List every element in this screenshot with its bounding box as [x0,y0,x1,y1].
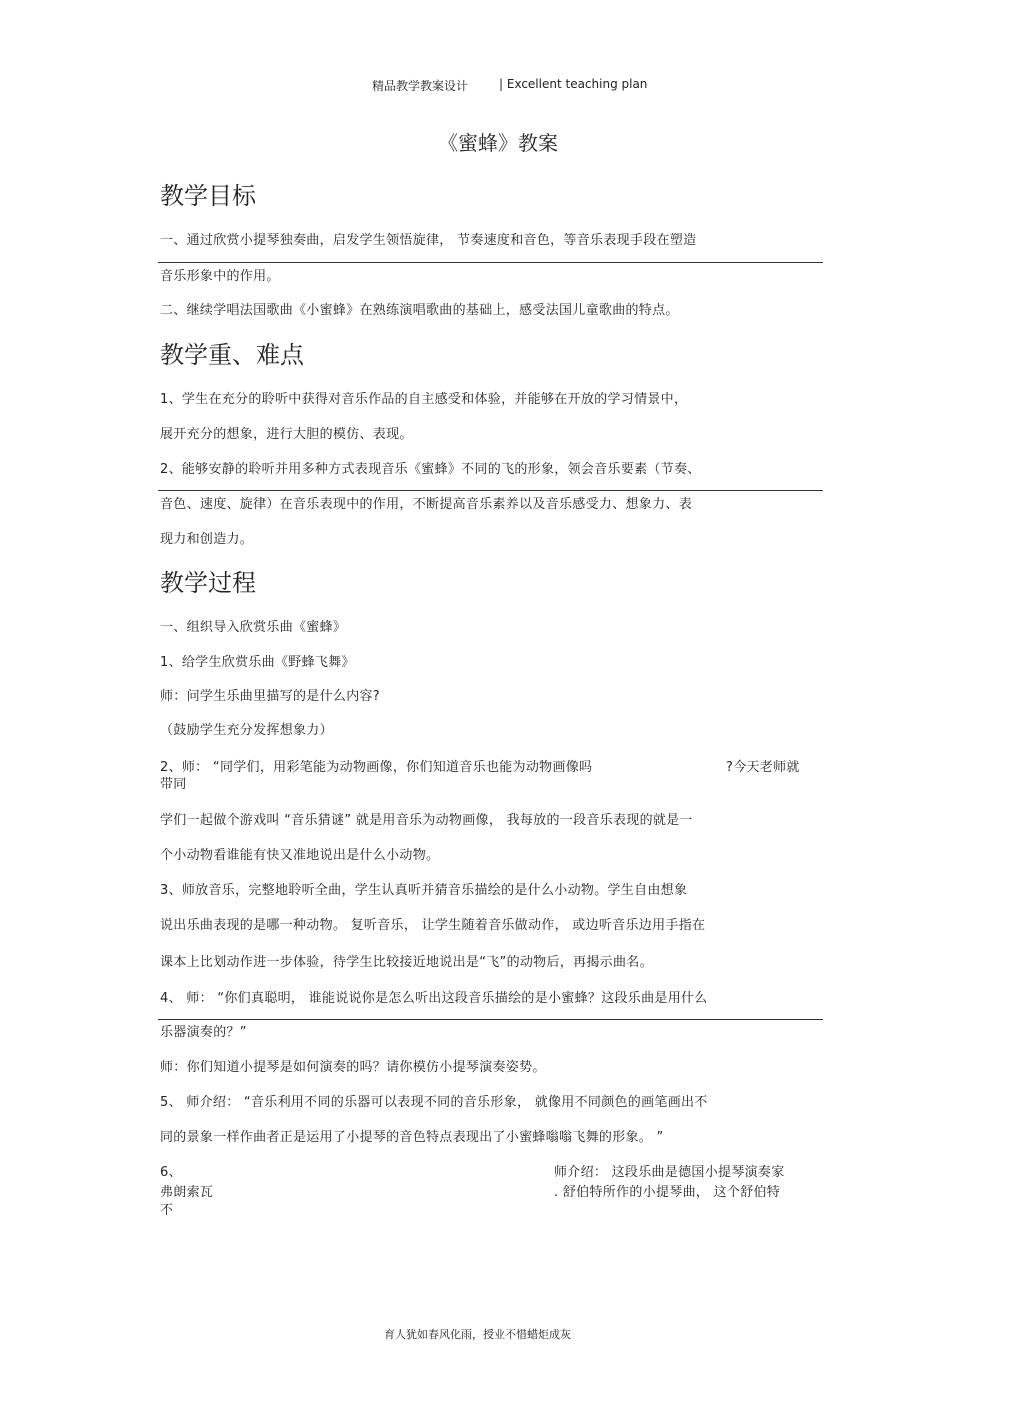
paragraph-line: 4、 师： “你们真聪明， 谁能说说你是怎么听出这段音乐描绘的是小蜜蜂？这段乐曲是用什么 [160,991,708,1006]
paragraph-line: 师：你们知道小提琴是如何演奏的吗？请你模仿小提琴演奏姿势。 [160,1060,546,1075]
underline-rule [158,262,823,263]
paragraph-line: 弗朗索瓦 [160,1185,214,1200]
page-footer: 育人犹如春风化雨，授业不惜蜡炬成灰 [384,1328,571,1341]
paragraph-line: 二、继续学唱法国歌曲《小蜜蜂》在熟练演唱歌曲的基础上，感受法国儿童歌曲的特点。 [160,303,679,318]
paragraph-line: 说出乐曲表现的是哪一种动物。 复听音乐， 让学生随着音乐做动作， 或边听音乐边用手指在 [160,918,706,933]
paragraph-line: 2、能够安静的聆听并用多种方式表现音乐《蜜蜂》不同的飞的形象，领会音乐要素（节奏、 [160,462,701,477]
paragraph-line: 师介绍： 这段乐曲是德国小提琴演奏家 [554,1165,785,1180]
paragraph-line: 5、 师介绍： “音乐利用不同的乐器可以表现不同的音乐形象， 就像用不同颜色的画笔画出不 [160,1095,708,1110]
paragraph-line: 2、师： “同学们，用彩笔能为动物画像，你们知道音乐也能为动物画像吗 [160,760,593,775]
paragraph-line: 一、组织导入欣赏乐曲《蜜蜂》 [160,620,347,635]
paragraph-line: 乐器演奏的？” [160,1025,247,1040]
paragraph-line: 不 [160,1203,174,1218]
header-left: 精品教学教案设计 [372,79,469,93]
header-right: | Excellent teaching plan [499,77,648,91]
paragraph-line: 一、通过欣赏小提琴独奏曲，启发学生领悟旋律， 节奏速度和音色，等音乐表现手段在塑造 [160,233,697,248]
paragraph-line: 个小动物看谁能有快又准地说出是什么小动物。 [160,848,440,863]
section-heading-process: 教学过程 [160,569,256,597]
underline-rule [158,490,823,491]
paragraph-line: 音色、速度、旋律）在音乐表现中的作用，不断提高音乐素养以及音乐感受力、想象力、表 [160,497,693,512]
document-title: 《蜜蜂》教案 [438,131,558,155]
paragraph-line: ?今天老师就 [726,760,800,775]
paragraph-line: 课本上比划动作进一步体验，待学生比较接近地说出是“飞”的动物后，再揭示曲名。 [160,955,653,970]
paragraph-line: 音乐形象中的作用。 [160,269,280,284]
paragraph-line: 1、学生在充分的聆听中获得对音乐作品的自主感受和体验，并能够在开放的学习情景中， [160,392,688,407]
paragraph-line: 师：问学生乐曲里描写的是什么内容? [160,689,380,704]
paragraph-line: 同的景象一样作曲者正是运用了小提琴的音色特点表现出了小蜜蜂嗡嗡飞舞的形象。 ” [160,1130,664,1145]
paragraph-line: 1、给学生欣赏乐曲《野蜂飞舞》 [160,655,355,670]
paragraph-line: 展开充分的想象，进行大胆的模仿、表现。 [160,427,413,442]
paragraph-line: （鼓励学生充分发挥想象力） [160,723,333,738]
paragraph-line: 6、 [160,1165,182,1180]
paragraph-line: . 舒伯特所作的小提琴曲， 这个舒伯特 [554,1185,781,1200]
section-heading-objectives: 教学目标 [160,182,256,210]
underline-rule [158,1019,823,1020]
paragraph-line: 现力和创造力。 [160,532,254,547]
section-heading-key-points: 教学重、难点 [160,341,304,369]
paragraph-line: 学们一起做个游戏叫 “音乐猜谜” 就是用音乐为动物画像， 我每放的一段音乐表现的就是一 [160,813,693,828]
paragraph-line: 带同 [160,777,187,792]
paragraph-line: 3、师放音乐，完整地聆听全曲，学生认真听并猜音乐描绘的是什么小动物。学生自由想象 [160,883,688,898]
